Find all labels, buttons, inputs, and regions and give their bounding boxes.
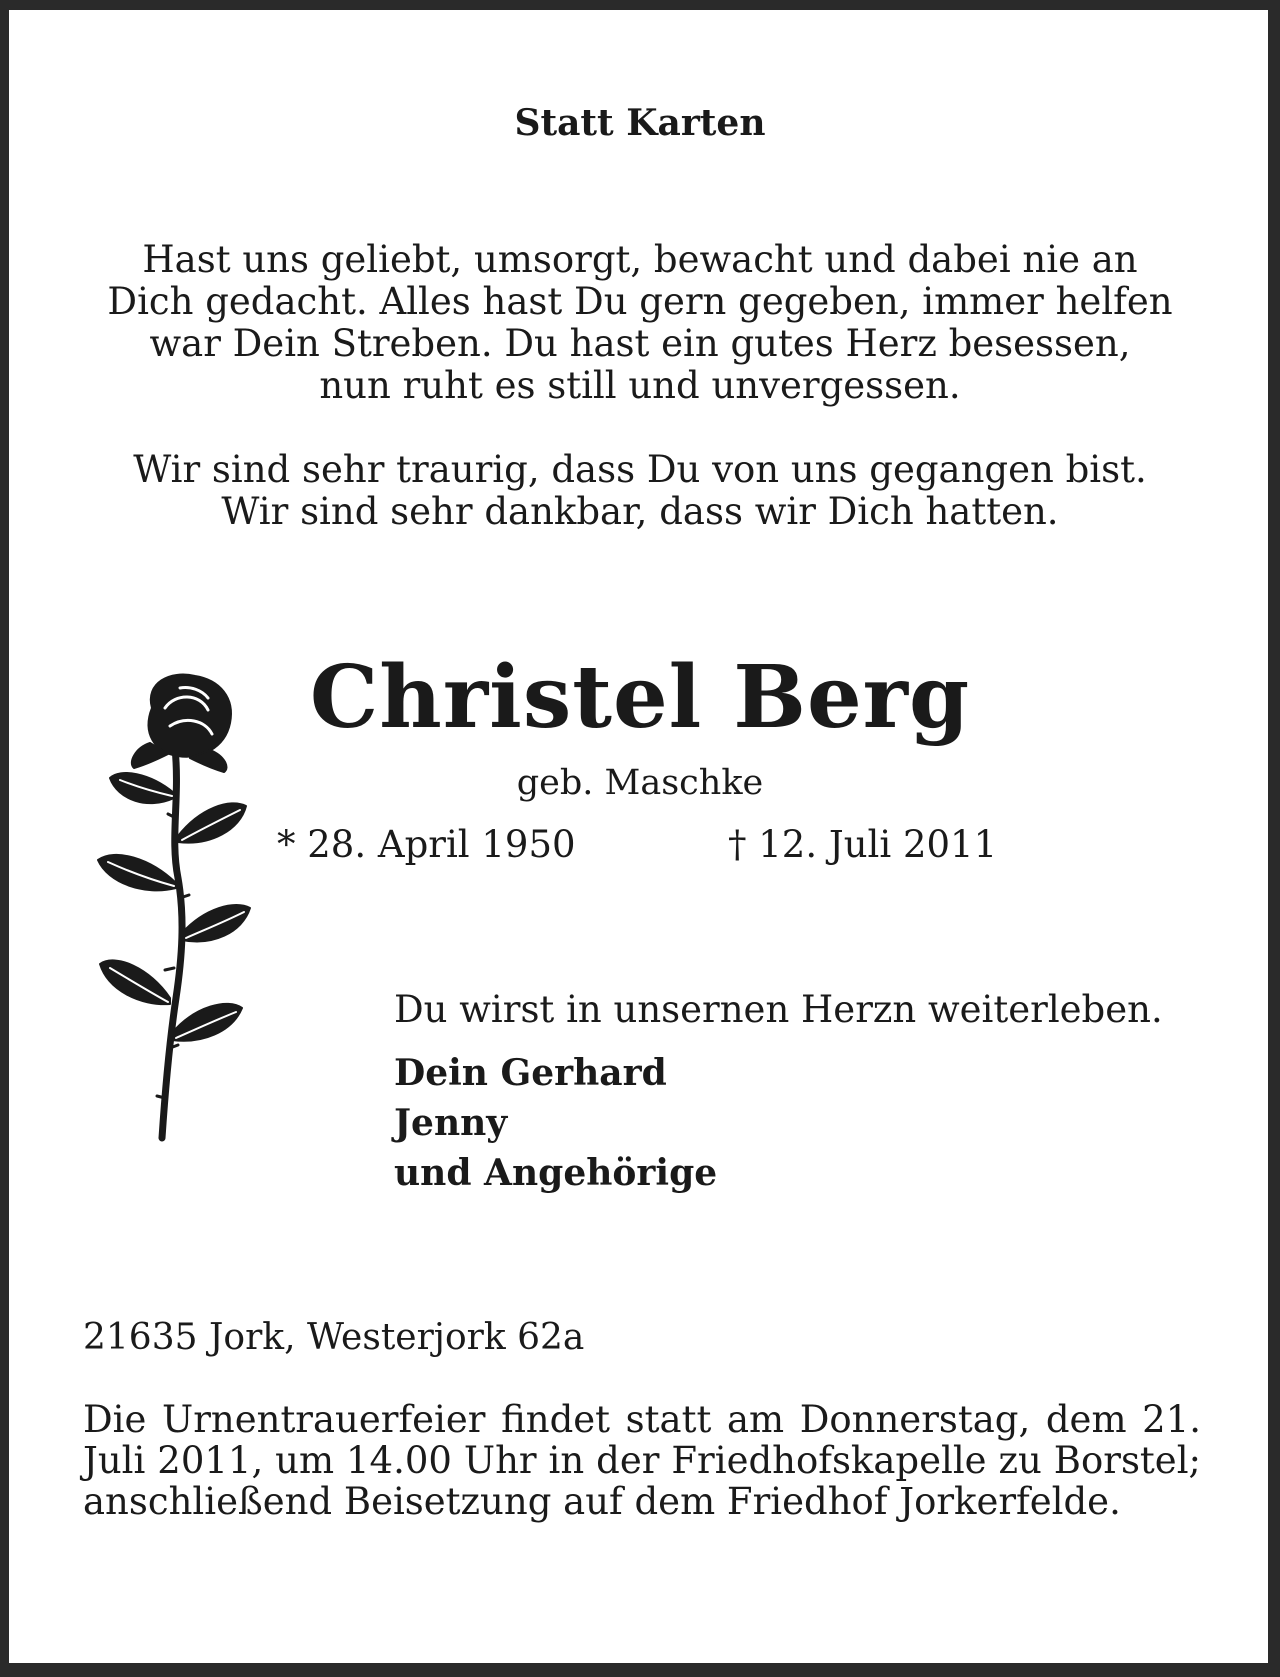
deceased-name: Christel Berg [309,647,971,748]
signer: Jenny [394,1102,508,1144]
poem-line: Dich gedacht. Alles hast Du gern gegeben, immer helfen [107,280,1173,323]
notice-heading: Statt Karten [514,102,766,144]
poem-stanza-1 [60,239,1220,407]
poem-line: Wir sind sehr dankbar, dass wir Dich hatten. [221,490,1059,533]
signer: Dein Gerhard [394,1052,667,1094]
poem-line: nun ruht es still und unvergessen. [319,364,961,407]
signers-list [394,1048,717,1198]
signer: und Angehörige [394,1152,718,1194]
poem-line: war Dein Streben. Du hast ein gutes Herz besessen, [149,322,1131,365]
motto-text: Du wirst in unsernen Herzn weiterleben. [394,988,1163,1031]
poem-line: Hast uns geliebt, umsorgt, bewacht und dabei nie an [142,238,1138,281]
poem-stanza-2 [60,449,1220,533]
address-text: 21635 Jork, Westerjork 62a [83,1317,585,1358]
death-date: † 12. Juli 2011 [728,823,998,866]
ceremony-text: Die Urnentrauerfeier findet statt am Donnerstag, dem 21. Juli 2011, um 14.00 Uhr in der Friedhofskapelle zu Borstel; anschließend Beisetzung auf dem Friedhof Jorkerfelde. [83,1398,1201,1523]
maiden-name: geb. Maschke [516,763,764,803]
poem-line: Wir sind sehr traurig, dass Du von uns gegangen bist. [133,448,1147,491]
birth-date: * 28. April 1950 [277,823,576,866]
